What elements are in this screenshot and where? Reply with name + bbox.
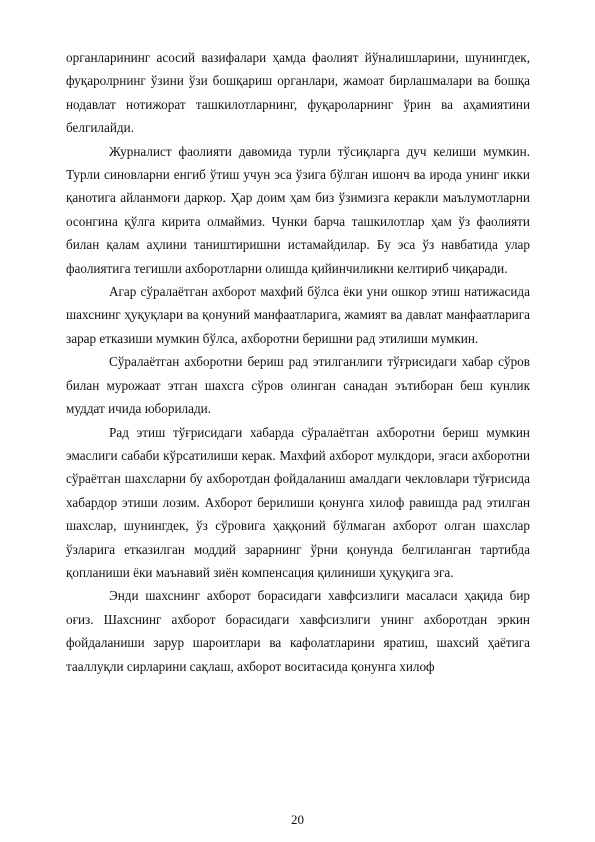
paragraph-6: Энди шахснинг ахборот борасидаги хавфсизлиги масаласи ҳақида бир оғиз. Шахснинг ахборот борасидаги хавфсизлиги унинг ахборотдан эркин фойдаланиши зарур шароитлари ва кафолатларини яратиш, шахсий ҳаётига тааллуқли сирларини сақлаш, ахборот воситасида қонунга хилоф — [66, 588, 530, 674]
paragraph-5: Рад этиш тўғрисидаги хабарда сўралаётган ахборотни бериш мумкин эмаслиги сабаби кўрсатилиши керак. Махфий ахборот мулкдори, эгаси ахборотни сўраётган шахсларни бу ахборотдан фойдаланиш амалдаги чекловлари тўғрисида хабардор этиши лозим. Ахборот берилиши қонунга хилоф равишда рад этилган шахслар, шунингдек, ўз сўровига ҳаққоний бўлмаган ахборот олган шахслар ўзларига етказилган моддий зарарнинг ўрни қонунда белгиланган тартибда қопланиши ёки маънавий зиён компенсация қилиниши ҳуқуқига эга. — [66, 424, 530, 580]
paragraph-3: Агар сўралаётган ахборот махфий бўлса ёки уни ошкор этиш натижасида шахснинг ҳуқуқлари ва қонуний манфаатларига, жамият ва давлат манфаатларига зарар етказиши мумкин бўлса, ахборотни беришни рад этилиши мумкин. — [66, 284, 530, 346]
document-page — [66, 46, 530, 678]
paragraph-2: Журналист фаолияти давомида турли тўсиқларга дуч келиши мумкин. Турли синовларни енгиб ўтиш учун эса ўзига бўлган ишонч ва ирода унинг икки қанотига айланмоғи даркор. Ҳар доим ҳам биз ўзимизга керакли маълумотларни осонгина қўлга кирита олмаймиз. Чунки барча ташкилотлар ҳам ўз фаолияти билан қалам аҳлини таништиришни истамайдилар. Бу эса ўз навбатида улар фаолиятига тегишли ахборотларни олишда қийинчиликни келтириб чиқаради. — [66, 143, 530, 276]
paragraph-1: органларининг асосий вазифалари ҳамда фаолият йўналишларини, шунингдек, фуқаролрнинг ўзини ўзи бошқариш органлари, жамоат бирлашмалари ва бошқа нодавлат нотижорат ташкилотларнинг, фуқароларнинг ўрин ва аҳамиятини белгилайди. — [66, 50, 530, 136]
page-number: 20 — [291, 812, 304, 827]
paragraph-4: Сўралаётган ахборотни бериш рад этилганлиги тўғрисидаги хабар сўров билан мурожаат этган шахсга сўров олинган санадан эътиборан беш кунлик муддат ичида юборилади. — [66, 354, 530, 417]
